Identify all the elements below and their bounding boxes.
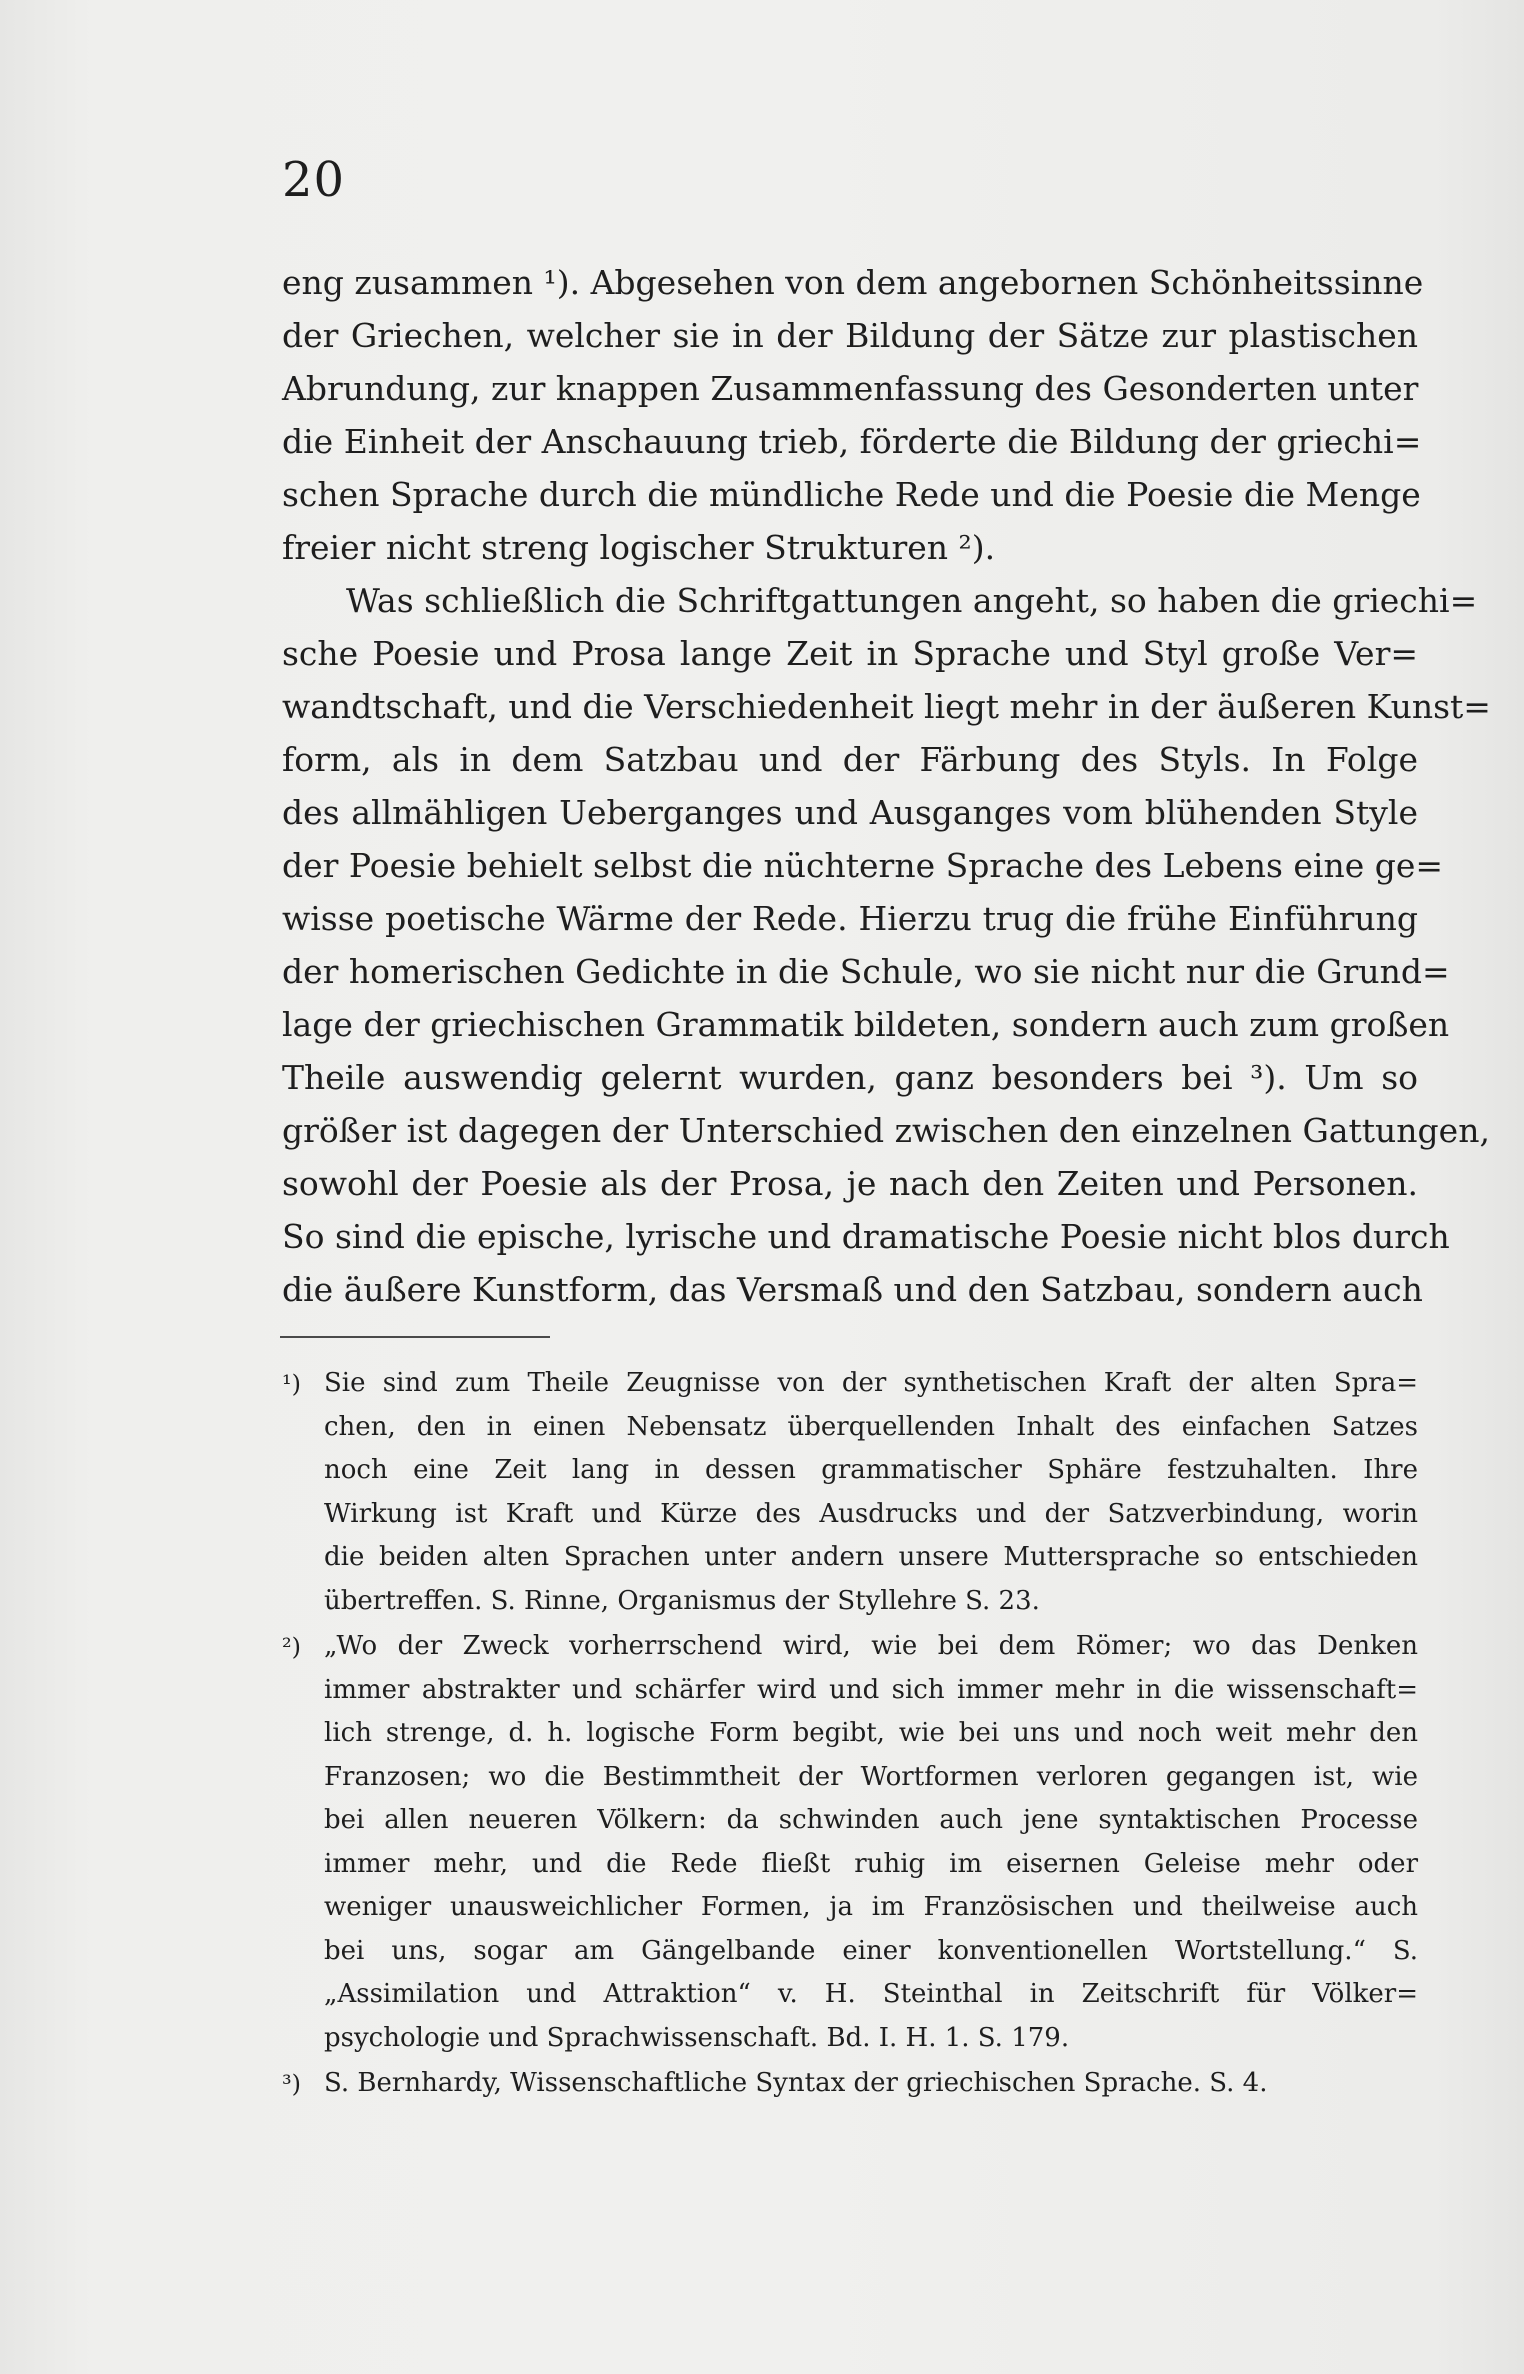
footnote-line: die beiden alten Sprachen unter andern unsere Muttersprache so entschieden	[324, 1542, 1418, 1572]
body-text	[282, 256, 1491, 1316]
body-line: die Einheit der Anschauung trieb, förderte die Bildung der griechi=	[282, 422, 1422, 461]
footnote-line: Sie sind zum Theile Zeugnisse von der synthetischen Kraft der alten Spra=	[324, 1368, 1418, 1398]
body-line: Theile auswendig gelernt wurden, ganz besonders bei ³). Um so	[282, 1058, 1418, 1097]
footnote-marker: ¹)	[282, 1370, 301, 1398]
body-line: schen Sprache durch die mündliche Rede und die Poesie die Menge	[282, 475, 1421, 514]
footnote-divider	[280, 1336, 550, 1338]
footnote-line: S. Bernhardy, Wissenschaftliche Syntax der griechischen Sprache. S. 4.	[324, 2068, 1268, 2098]
body-line: die äußere Kunstform, das Versmaß und den Satzbau, sondern auch	[282, 1270, 1423, 1309]
page-number: 20	[282, 152, 346, 208]
footnote-line: Franzosen; wo die Bestimmtheit der Wortformen verloren gegangen ist, wie	[324, 1761, 1418, 1792]
footnote-line: chen, den in einen Nebensatz überquellenden Inhalt des einfachen Satzes	[324, 1411, 1418, 1442]
footnote-line: weniger unausweichlicher Formen, ja im Französischen und theilweise auch	[324, 1892, 1418, 1922]
footnote-line: immer abstrakter und schärfer wird und sich immer mehr in die wissenschaft=	[324, 1674, 1418, 1705]
body-line: der Griechen, welcher sie in der Bildung der Sätze zur plastischen	[282, 316, 1418, 355]
footnote-line: psychologie und Sprachwissenschaft. Bd. I. H. 1. S. 179.	[324, 2022, 1070, 2053]
footnotes	[282, 1362, 1418, 2106]
footnote-line: noch eine Zeit lang in dessen grammatischer Sphäre festzuhalten. Ihre	[324, 1455, 1418, 1485]
footnote-line: immer mehr, und die Rede fließt ruhig im eisernen Geleise mehr oder	[324, 1848, 1418, 1879]
footnote-marker: ³)	[282, 2070, 301, 2098]
footnote-line: „Wo der Zweck vorherrschend wird, wie bei dem Römer; wo das Denken	[324, 1631, 1418, 1661]
body-line: sche Poesie und Prosa lange Zeit in Sprache und Styl große Ver=	[282, 634, 1418, 673]
body-line: Abrundung, zur knappen Zusammenfassung des Gesonderten unter	[282, 369, 1419, 408]
footnote-line: lich strenge, d. h. logische Form begibt, wie bei uns und noch weit mehr den	[324, 1718, 1418, 1748]
body-line: freier nicht streng logischer Strukturen ²).	[282, 528, 996, 567]
footnote-line: übertreffen. S. Rinne, Organismus der Styllehre S. 23.	[324, 1585, 1040, 1616]
footnote-1	[282, 1362, 1418, 1623]
body-line: Was schließlich die Schriftgattungen angeht, so haben die griechi=	[346, 581, 1478, 620]
body-line: der homerischen Gedichte in die Schule, wo sie nicht nur die Grund=	[282, 952, 1450, 991]
body-line: größer ist dagegen der Unterschied zwischen den einzelnen Gattungen,	[282, 1111, 1490, 1150]
footnote-line: bei uns, sogar am Gängelbande einer konventionellen Wortstellung.“ S.	[324, 1935, 1418, 1966]
footnote-line: bei allen neueren Völkern: da schwinden auch jene syntaktischen Processe	[324, 1805, 1418, 1835]
body-line: lage der griechischen Grammatik bildeten, sondern auch zum großen	[282, 1005, 1450, 1044]
body-line: form, als in dem Satzbau und der Färbung des Styls. In Folge	[282, 740, 1418, 779]
body-line: wisse poetische Wärme der Rede. Hierzu trug die frühe Einführung	[282, 899, 1418, 938]
body-line: wandtschaft, und die Verschiedenheit liegt mehr in der äußeren Kunst=	[282, 687, 1491, 726]
body-line: sowohl der Poesie als der Prosa, je nach den Zeiten und Personen.	[282, 1164, 1418, 1203]
footnote-line: Wirkung ist Kraft und Kürze des Ausdrucks und der Satzverbindung, worin	[324, 1498, 1418, 1529]
body-line: So sind die epische, lyrische und dramatische Poesie nicht blos durch	[282, 1217, 1450, 1256]
body-line: eng zusammen ¹). Abgesehen von dem angebornen Schönheitssinne	[282, 263, 1424, 302]
body-line: der Poesie behielt selbst die nüchterne Sprache des Lebens eine ge=	[282, 846, 1444, 885]
footnote-3	[282, 2062, 1418, 2106]
footnote-marker: ²)	[282, 1633, 301, 1661]
footnote-line: „Assimilation und Attraktion“ v. H. Steinthal in Zeitschrift für Völker=	[324, 1979, 1418, 2009]
body-line: des allmähligen Ueberganges und Ausganges vom blühenden Style	[282, 793, 1418, 832]
footnote-2	[282, 1625, 1418, 2060]
